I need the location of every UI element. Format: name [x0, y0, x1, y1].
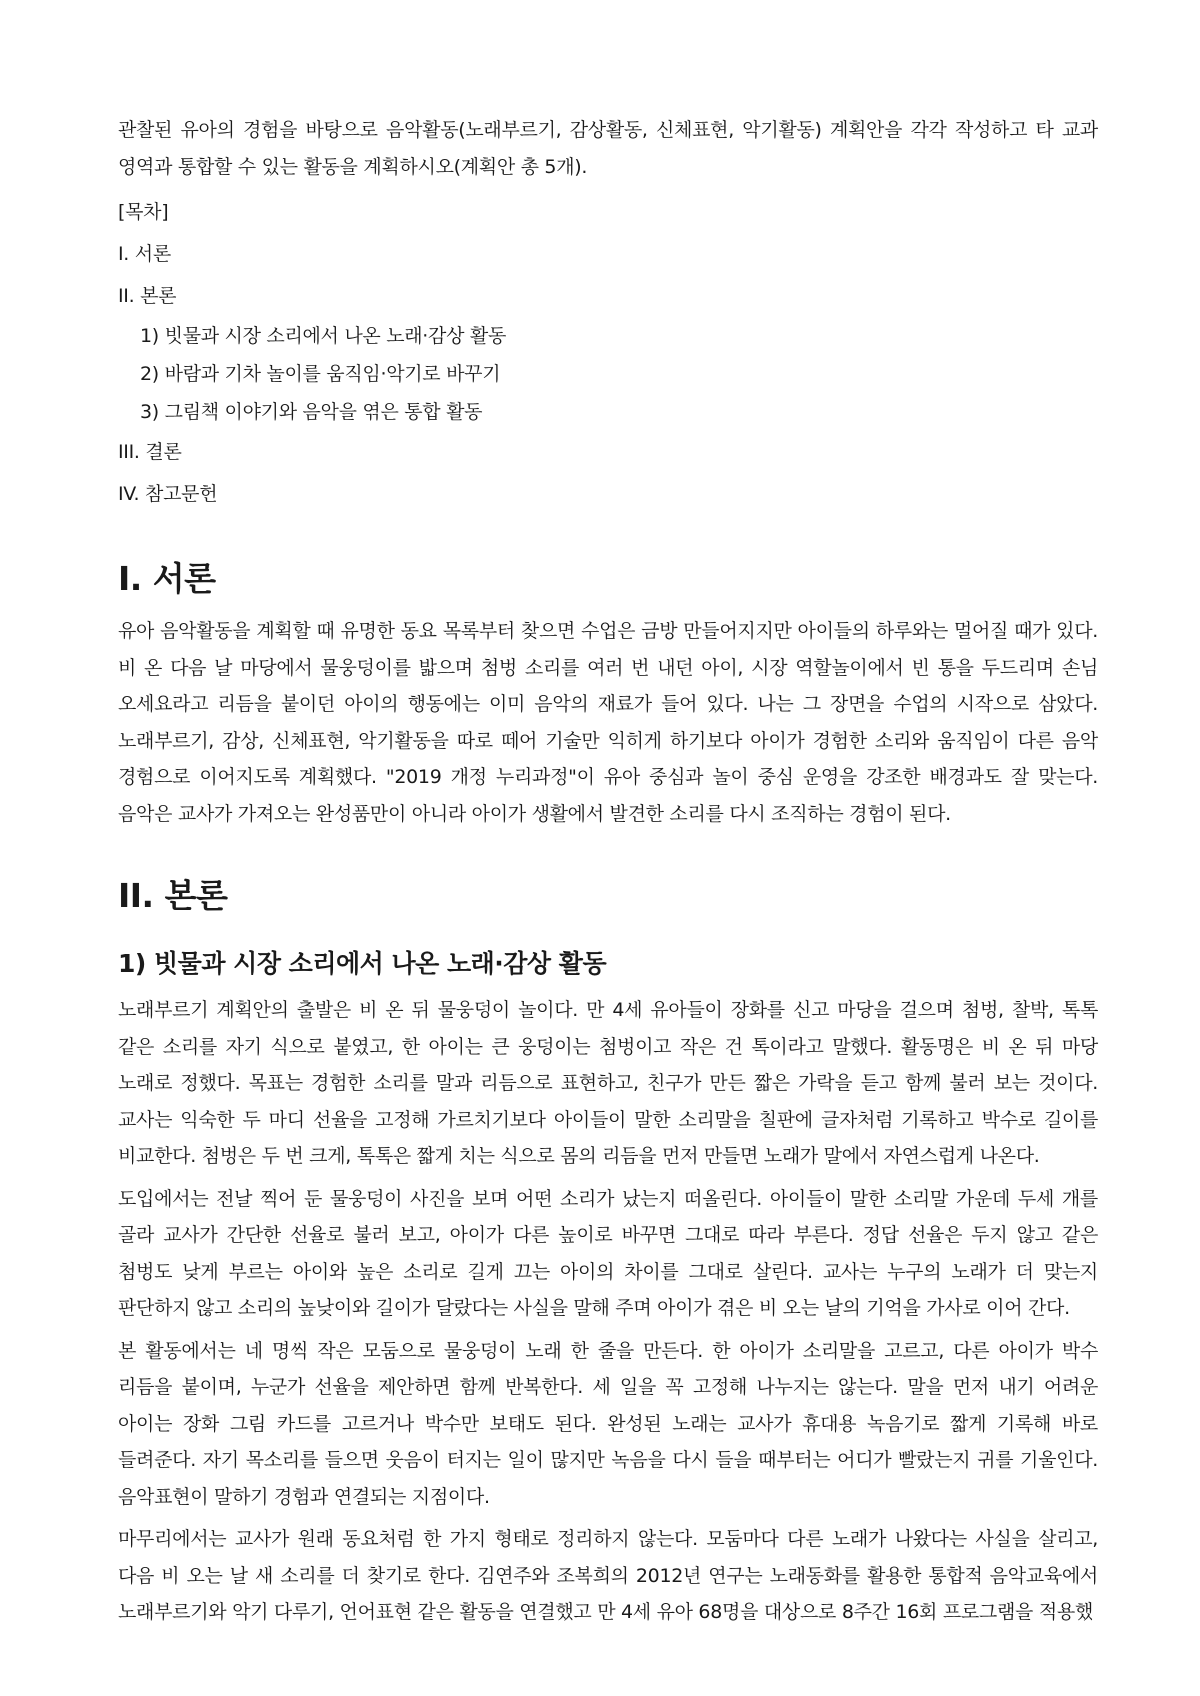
toc-subitem: 3) 그림책 이야기와 음악을 엮은 통합 활동	[140, 401, 483, 423]
body-paragraph: 본 활동에서는 네 명씩 작은 모둠으로 물웅덩이 노래 한 줄을 만든다. 한 아이가 소리말을 고르고, 다른 아이가 박수 리듬을 붙이며, 누군가 선율을 제안하면 함께 반복한다. 세 일을 꼭 고정해 나누지는 않는다. 말을 먼저 내기 어려운 아이는 장화 그림 카드를 고르거나 박수만 보태도 된다. 완성된 노래는 교사가 휴대용 녹음기로 짧게 기록해 바로 들려준다. 자기 목소리를 들으면 웃음이 터지는 일이 많지만 녹음을 다시 들을 때부터는 어디가 빨랐는지 귀를 기울인다. 음악표현이 말하기 경험과 연결되는 지점이다.	[118, 1339, 1098, 1508]
toc-item: III. 결론	[118, 441, 182, 463]
body-paragraph: 마무리에서는 교사가 원래 동요처럼 한 가지 형태로 정리하지 않는다. 모둠마다 다른 노래가 나왔다는 사실을 살리고, 다음 비 오는 날 새 소리를 더 찾기로 한다. 김연주와 조복희의 2012년 연구는 노래동화를 활용한 통합적 음악교육에서 노래부르기와 악기 다루기, 언어표현 같은 활동을 연결했고 만 4세 유아 68명을 대상으로 8주간 16회 프로그램을 적용했	[118, 1528, 1098, 1623]
toc-subitem: 2) 바람과 기차 놀이를 움직임·악기로 바꾸기	[140, 363, 501, 385]
toc-item: I. 서론	[118, 243, 171, 265]
toc-title: [목차]	[118, 201, 169, 223]
body-paragraph: 도입에서는 전날 찍어 둔 물웅덩이 사진을 보며 어떤 소리가 났는지 떠올린다. 아이들이 말한 소리말 가운데 두세 개를 골라 교사가 간단한 선율로 불러 보고, 아이가 다른 높이로 바꾸면 그대로 따라 부른다. 정답 선율은 두지 않고 같은 첨벙도 낮게 부르는 아이와 높은 소리로 길게 끄는 아이의 차이를 그대로 살린다. 교사는 누구의 노래가 더 맞는지 판단하지 않고 소리의 높낮이와 길이가 달랐다는 사실을 말해 주며 아이가 겪은 비 오는 날의 기억을 가사로 이어 간다.	[118, 1187, 1098, 1319]
body-heading: II. 본론	[118, 876, 228, 915]
document-page	[118, 112, 1098, 1637]
body-paragraph: 노래부르기 계획안의 출발은 비 온 뒤 물웅덩이 놀이다. 만 4세 유아들이 장화를 신고 마당을 걸으며 첨벙, 찰박, 톡톡 같은 소리를 자기 식으로 붙였고, 한 아이는 큰 웅덩이는 첨벙이고 작은 건 톡이라고 말했다. 활동명은 비 온 뒤 마당 노래로 정했다. 목표는 경험한 소리를 말과 리듬으로 표현하고, 친구가 만든 짧은 가락을 듣고 함께 불러 보는 것이다. 교사는 익숙한 두 마디 선율을 고정해 가르치기보다 아이들이 말한 소리말을 칠판에 글자처럼 기록하고 박수로 길이를 비교한다. 첨벙은 두 번 크게, 톡톡은 짧게 치는 식으로 몸의 리듬을 먼저 만들면 노래가 말에서 자연스럽게 나온다.	[118, 999, 1098, 1167]
toc-subitem: 1) 빗물과 시장 소리에서 나온 노래·감상 활동	[140, 325, 506, 347]
assignment-prompt: 관찰된 유아의 경험을 바탕으로 음악활동(노래부르기, 감상활동, 신체표현, 악기활동) 계획안을 각각 작성하고 타 교과 영역과 통합할 수 있는 활동을 계획하시오(계획안 총 5개).	[118, 119, 1098, 178]
toc-item: IV. 참고문헌	[118, 483, 218, 505]
intro-paragraph: 유아 음악활동을 계획할 때 유명한 동요 목록부터 찾으면 수업은 금방 만들어지지만 아이들의 하루와는 멀어질 때가 있다. 비 온 다음 날 마당에서 물웅덩이를 밟으며 첨벙 소리를 여러 번 내던 아이, 시장 역할놀이에서 빈 통을 두드리며 손님 오세요라고 리듬을 붙이던 아이의 행동에는 이미 음악의 재료가 들어 있다. 나는 그 장면을 수업의 시작으로 삼았다. 노래부르기, 감상, 신체표현, 악기활동을 따로 떼어 기술만 익히게 하기보다 아이가 경험한 소리와 움직임이 다른 음악 경험으로 이어지도록 계획했다. "2019 개정 누리과정"이 유아 중심과 놀이 중심 운영을 강조한 배경과도 잘 맞는다. 음악은 교사가 가져오는 완성품만이 아니라 아이가 생활에서 발견한 소리를 다시 조직하는 경험이 된다.	[118, 620, 1098, 825]
toc-item: II. 본론	[118, 285, 177, 307]
subsection-1-heading: 1) 빗물과 시장 소리에서 나온 노래·감상 활동	[118, 949, 607, 978]
table-of-contents	[118, 191, 1098, 515]
intro-heading: I. 서론	[118, 559, 216, 598]
